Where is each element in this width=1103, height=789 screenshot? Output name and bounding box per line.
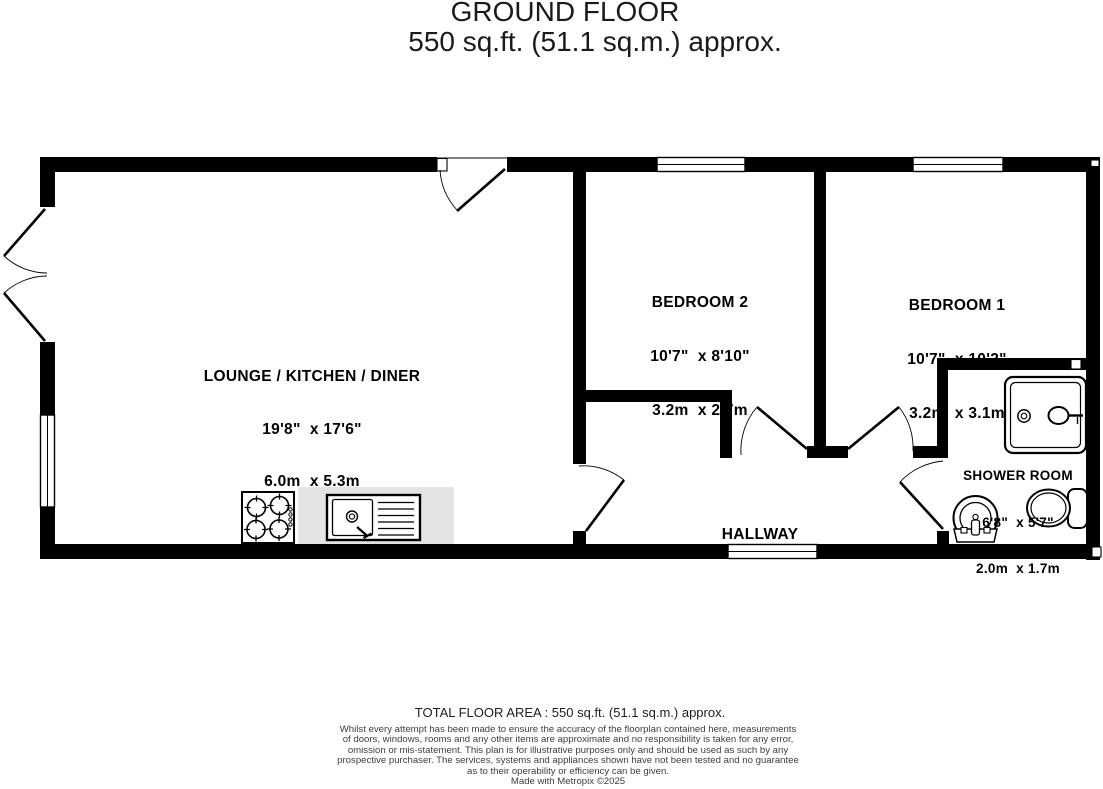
wall-left-a bbox=[40, 157, 55, 207]
room-label-lounge bbox=[204, 333, 420, 526]
window-bedroom1 bbox=[913, 158, 1003, 172]
room-name: LOUNGE / KITCHEN / DINER bbox=[203, 368, 421, 385]
window-bedroom2 bbox=[657, 158, 745, 172]
wall-left-c bbox=[40, 507, 55, 559]
disclaimer-line: as to their operability or efficiency can be given. bbox=[467, 765, 669, 777]
entrance-door bbox=[440, 169, 505, 211]
room-dims-metric: 3.2m x 3.1m bbox=[909, 405, 1005, 422]
disclaimer bbox=[337, 725, 799, 777]
doors bbox=[4, 169, 943, 531]
room-label-bedroom1 bbox=[907, 261, 1007, 459]
room-name: HALLWAY bbox=[721, 526, 799, 543]
room-name: BEDROOM 1 bbox=[908, 297, 1006, 314]
disclaimer-line: Whilst every attempt has been made to ensure the accuracy of the floorplan contained here, measurements bbox=[339, 724, 797, 735]
room-label-hallway bbox=[722, 492, 798, 577]
wall-lounge-door-stub bbox=[573, 531, 586, 545]
floor-area-subtitle: 550 sq.ft. (51.1 sq.m.) approx. bbox=[408, 26, 782, 57]
wall-top-d bbox=[1003, 157, 1100, 172]
wall-top-a bbox=[40, 157, 437, 172]
room-dims-imperial: 19'8" x 17'6" bbox=[262, 420, 362, 438]
metropix-credit: Made with Metropix ©2025 bbox=[510, 776, 626, 787]
room-dims-imperial: 10'7" x 8'10" bbox=[650, 348, 750, 365]
disclaimer-line: omission or mis-statement. This plan is for illustrative purposes only and should be used as such by any bbox=[347, 744, 789, 756]
room-dims-imperial: 10'7" x 10'2" bbox=[907, 351, 1007, 368]
wall-top-c bbox=[745, 157, 913, 172]
floor-title: GROUND FLOOR bbox=[450, 0, 680, 27]
shower-room-door bbox=[900, 461, 943, 529]
french-doors bbox=[4, 209, 47, 341]
lounge-hallway-door bbox=[579, 466, 624, 531]
room-dims-metric: 2.0m x 1.7m bbox=[976, 561, 1060, 576]
windows bbox=[41, 158, 1004, 559]
wall-bottom-a bbox=[40, 544, 728, 559]
room-label-shower-room bbox=[963, 437, 1073, 608]
wall-divider-foot bbox=[807, 446, 848, 458]
room-label-bedroom2 bbox=[650, 258, 750, 456]
window-lounge bbox=[41, 415, 55, 507]
wall-bedrooms-divider bbox=[814, 172, 826, 449]
room-name: SHOWER ROOM bbox=[963, 468, 1073, 483]
wall-lounge-divider bbox=[573, 172, 586, 464]
room-dims-metric: 3.2m x 2.7m bbox=[652, 402, 748, 419]
disclaimer-line: prospective purchaser. The services, systems and appliances shown have not been tested and no guarantee bbox=[337, 755, 799, 767]
bedroom1-door bbox=[848, 407, 913, 451]
wall-left-b bbox=[40, 342, 55, 415]
wall-right bbox=[1086, 157, 1100, 560]
wall-top-b bbox=[507, 157, 657, 172]
disclaimer-line: of doors, windows, rooms and any other items are approximate and no responsibility is taken for any error, bbox=[342, 734, 794, 746]
bedroom2-door bbox=[741, 407, 807, 455]
wall-shower-door-stub bbox=[937, 531, 949, 545]
room-name: BEDROOM 2 bbox=[651, 294, 749, 311]
room-dims-imperial: 6'8" x 5'7" bbox=[982, 514, 1054, 530]
total-floor-area: TOTAL FLOOR AREA : 550 sq.ft. (51.1 sq.m.) approx. bbox=[414, 705, 726, 720]
room-dims-metric: 6.0m x 5.3m bbox=[264, 473, 360, 490]
